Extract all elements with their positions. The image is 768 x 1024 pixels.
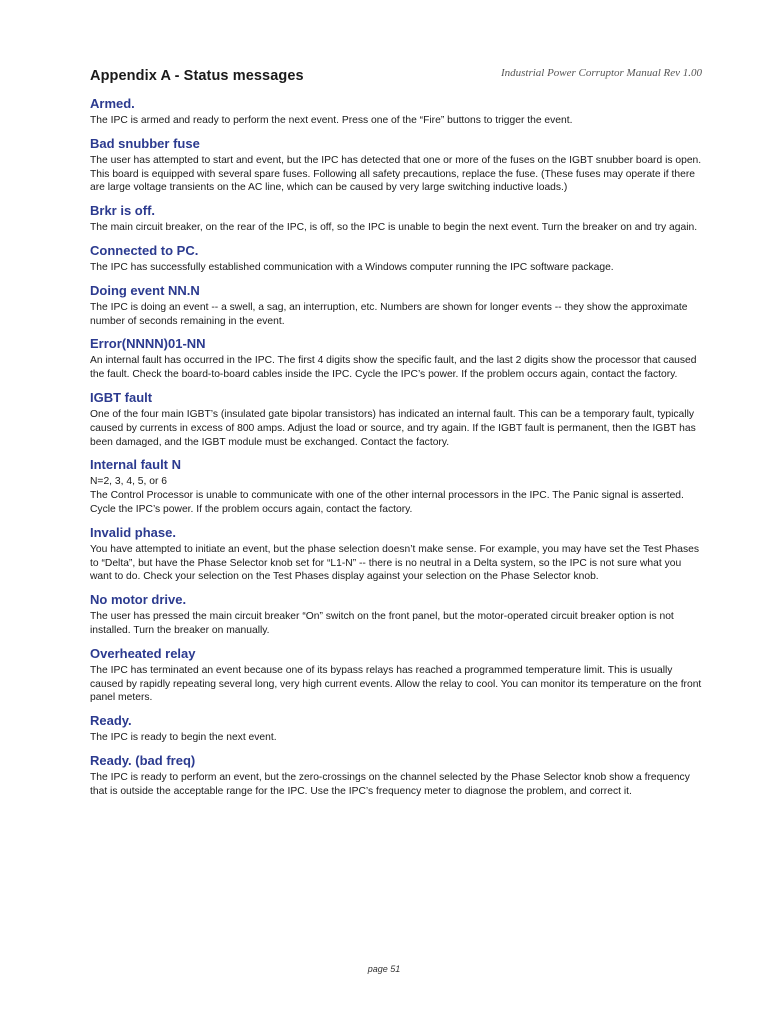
entry-title: Overheated relay	[90, 645, 196, 661]
entry-body: The user has attempted to start and event, but the IPC has detected that one or more of the fuses on the IGBT snubber board is open. This board is equipped with several spare fuses. Following all safety precautions, replace the fuse. (These fuses may operate if there are large voltage transients on the AC line, which can be caused by very large switching inductive loads.)	[90, 154, 702, 194]
entry-connected-to-pc	[90, 243, 702, 275]
entry-body: The main circuit breaker, on the rear of the IPC, is off, so the IPC is unable to begin the next event. Turn the breaker on and try again.	[90, 222, 698, 234]
entry-armed	[90, 96, 702, 128]
entry-body: The IPC is ready to perform an event, but the zero-crossings on the channel selected by the Phase Selector knob show a frequency that is outside the acceptable range for the IPC. Use the IPC’s frequency meter to diagnose the problem, and correct it.	[90, 771, 690, 797]
entry-title: Connected to PC.	[90, 242, 199, 258]
entry-title: Invalid phase.	[90, 524, 176, 540]
entry-body: The IPC is armed and ready to perform the next event. Press one of the “Fire” buttons to trigger the event.	[90, 115, 573, 126]
entry-title: Ready. (bad freq)	[90, 752, 196, 768]
entry-title: Error(NNNN)01-NN	[90, 336, 206, 352]
entry-no-motor-drive	[90, 592, 702, 638]
entry-ready-bad-freq	[90, 753, 702, 799]
entry-title: Armed.	[90, 96, 135, 111]
entry-body: The IPC has terminated an event because one of its bypass relays has reached a programmed temperature limit. This is usually caused by rapidly repeating several long, very high current events. Allow the relay to cool. You can monitor its temperature on the front panel meters.	[90, 664, 702, 704]
page-header	[90, 62, 702, 90]
entry-title: Doing event NN.N	[90, 282, 200, 298]
appendix-title: Appendix A - Status messages	[90, 68, 304, 84]
entry-body: One of the four main IGBT’s (insulated gate bipolar transistors) has indicated an internal fault. This can be a temporary fault, typically caused by currents in excess of 800 amps. Adjust the load or source, and try again. If the IGBT fault is permanent, then the IGBT has been damaged, and the IGBT module must be exchanged. Contact the factory.	[90, 408, 696, 448]
entry-invalid-phase	[90, 525, 702, 584]
entry-doing-event	[90, 283, 702, 329]
entry-title: Ready.	[90, 713, 132, 729]
status-message-list	[90, 96, 702, 799]
entry-brkr-is-off	[90, 203, 702, 235]
manual-title: Industrial Power Corruptor Manual Rev 1.00	[500, 67, 702, 79]
entry-body: The IPC is ready to begin the next event.	[90, 732, 277, 744]
entry-title: Bad snubber fuse	[90, 135, 200, 151]
entry-internal-fault	[90, 457, 702, 516]
page-number: page 51	[367, 964, 401, 974]
entry-body: The IPC is doing an event -- a swell, a sag, an interruption, etc. Numbers are shown for longer events -- they show the approximate number of seconds remaining in the event.	[90, 301, 688, 327]
entry-body: An internal fault has occurred in the IPC. The first 4 digits show the specific fault, and the last 2 digits show the processor that caused the fault. Check the board-to-board cables inside the IPC. Cycle the IPC’s power. If the problem occurs again, contact the factory.	[90, 355, 697, 381]
entry-bad-snubber-fuse	[90, 136, 702, 195]
entry-title: Internal fault N	[90, 457, 182, 473]
entry-body: The Control Processor is unable to communicate with one of the other internal processors in the IPC. The Panic signal is asserted. Cycle the IPC’s power. If the problem occurs again, contact the factory.	[90, 490, 684, 515]
entry-overheated-relay	[90, 646, 702, 705]
entry-subtitle: N=2, 3, 4, 5, or 6	[90, 476, 167, 488]
document-page	[90, 62, 702, 807]
entry-body: The user has pressed the main circuit breaker “On” switch on the front panel, but the motor-operated circuit breaker option is not installed. Turn the breaker on manually.	[90, 611, 674, 636]
entry-ready	[90, 713, 702, 745]
entry-igbt-fault	[90, 390, 702, 449]
entry-error	[90, 336, 702, 382]
entry-body: You have attempted to initiate an event, but the phase selection doesn’t make sense. For example, you may have set the Test Phases to “Delta”, but have the Phase Selector knob set for “L1-N” -- there is no neutral in a Delta system, so the IPC is not sure what you want to do. Check your selection on the Test Phases display against your selection on the Phase Selector knob.	[90, 543, 700, 583]
entry-title: Brkr is off.	[90, 203, 156, 219]
entry-title: No motor drive.	[90, 592, 187, 608]
entry-body: The IPC has successfully established communication with a Windows computer running the IPC software package.	[90, 261, 614, 273]
entry-title: IGBT fault	[90, 389, 153, 405]
